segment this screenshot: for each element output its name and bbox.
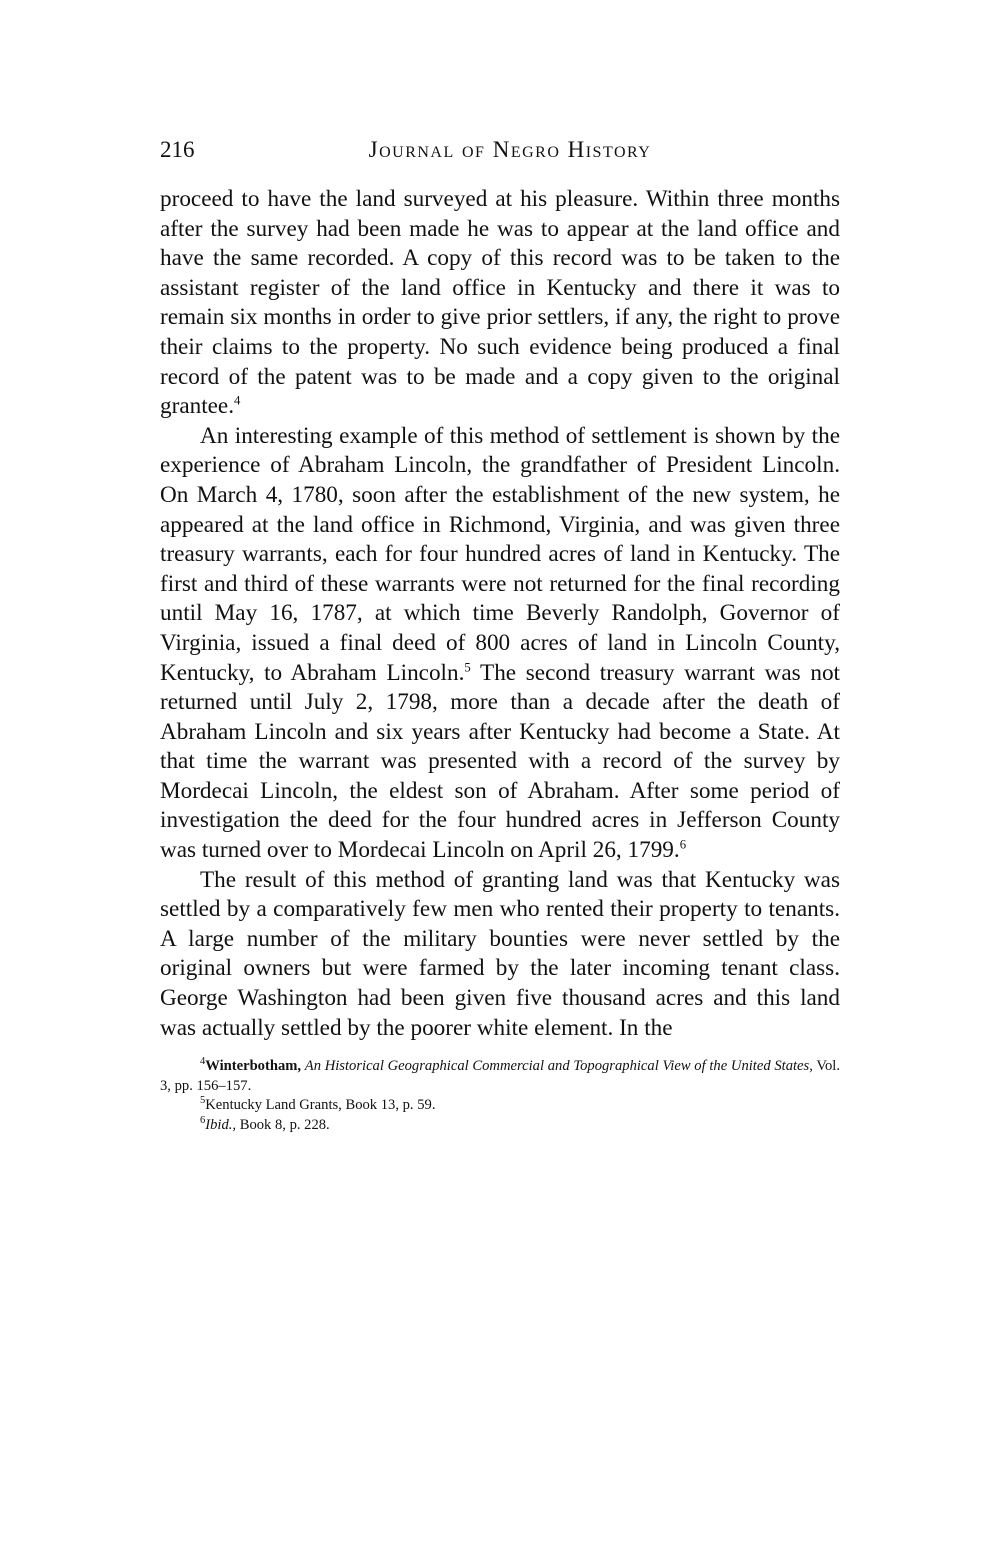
footnote-4 <box>160 1057 840 1096</box>
footnote-marker-6: 6 <box>200 1114 206 1126</box>
footnote-5-text: Kentucky Land Grants, Book 13, p. 59. <box>205 1097 436 1114</box>
footnote-marker-5: 5 <box>200 1095 206 1107</box>
footnote-4-rest: Vol. 3, pp. 156–157. <box>160 1058 840 1094</box>
footnote-6 <box>160 1116 840 1136</box>
paragraph-3-text: The result of this method of granting land was that Kentucky was settled by a comparatively few men who rented their property to tenants. A large number of the military bounties were never settled by the original owners but were farmed by the later incoming tenant class. George Washington had been given five thousand acres and this land was actually settled by the poorer white element. In the <box>160 866 840 1041</box>
footnote-6-ibid: Ibid., <box>205 1116 237 1133</box>
paragraph-3 <box>160 866 840 1044</box>
journal-title: Journal of Negro History <box>368 137 652 162</box>
paragraph-1-text: proceed to have the land surveyed at his pleasure. Within three months after the survey had been made he was to appear at the land office and have the same recorded. A copy of this record was to be taken to the assistant register of the land office in Kentucky and there it was to remain six months in order to give prior settlers, if any, the right to prove their claims to the property. No such evidence being produced a final record of the patent was to be made and a copy given to the original grantee. <box>160 186 840 420</box>
body-text <box>160 185 840 1043</box>
footnote-5 <box>160 1096 840 1116</box>
paragraph-2-text-a: An interesting example of this method of settlement is shown by the experience of Abraham Lincoln, the grandfather of President Lincoln. On March 4, 1780, soon after the establishment of the new system, he appeared at the land office in Richmond, Virginia, and was given three treasury warrants, each for four hundred acres of land in Kentucky. The first and third of these warrants were not returned for the final recording until May 16, 1787, at which time Beverly Randolph, Governor of Virginia, issued a final deed of 800 acres of land in Lincoln County, Kentucky, to Abraham Lincoln. <box>160 422 840 686</box>
footnote-4-author: Winterbotham, <box>205 1058 305 1075</box>
footnote-ref-4: 4 <box>234 393 241 408</box>
paragraph-2-text-b: The second treasury warrant was not returned until July 2, 1798, more than a decade after the death of Abraham Lincoln and six years after Kentucky had become a State. At that time the warrant was presented with a record of the survey by Mordecai Lincoln, the eldest son of Abraham. After some period of investigation the deed for the four hundred acres in Jefferson County was turned over to Mordecai Lincoln on April 26, 1799. <box>160 659 840 864</box>
document-page <box>160 130 840 1135</box>
running-header <box>160 130 840 170</box>
footnote-4-title: An Historical Geographical Commercial and Topographical View of the United States, <box>304 1058 813 1075</box>
footnote-ref-6: 6 <box>679 837 687 852</box>
paragraph-2 <box>160 422 840 866</box>
page-number: 216 <box>160 137 195 162</box>
footnote-ref-5: 5 <box>464 659 471 674</box>
paragraph-1 <box>160 185 840 422</box>
footnote-marker-4: 4 <box>200 1056 206 1068</box>
footnote-6-rest: Book 8, p. 228. <box>236 1116 330 1133</box>
footnotes <box>160 1057 840 1135</box>
